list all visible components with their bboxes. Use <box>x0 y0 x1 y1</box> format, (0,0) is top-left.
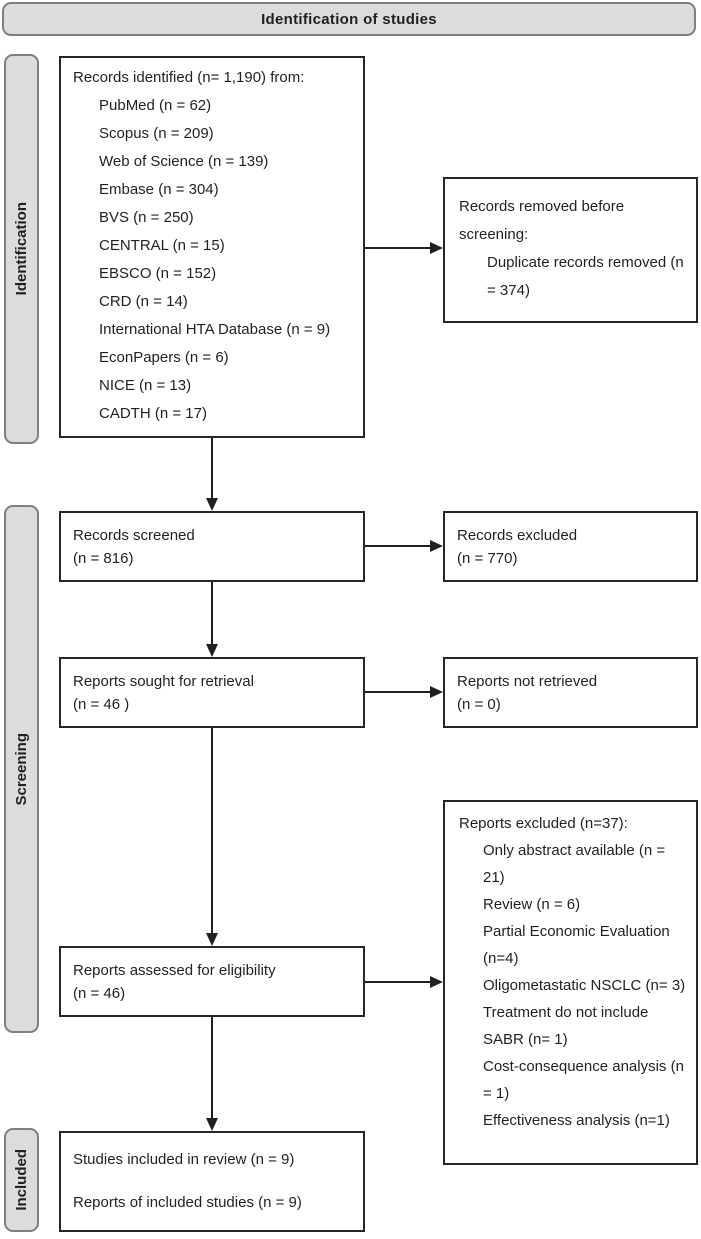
records-removed-item: Duplicate records removed (n = 374) <box>487 254 684 299</box>
exclusion-reason: Only abstract available (n = 21) <box>483 842 666 886</box>
box-reports-excluded <box>443 800 698 1165</box>
box-reports-not-retrieved <box>443 657 698 728</box>
stage-label-included-text: Included <box>13 1149 30 1211</box>
arrow-sought-to-not-retrieved <box>365 686 443 698</box>
box-records-screened <box>59 511 365 582</box>
stage-label-identification-text: Identification <box>13 202 30 296</box>
stage-label-screening-text: Screening <box>13 732 30 806</box>
exclusion-reason: Cost-consequence analysis (n = 1) <box>483 1058 684 1102</box>
reports-sought-line1: Reports sought for retrieval <box>73 672 254 690</box>
records-removed-intro: Records removed before screening: <box>459 198 625 243</box>
page-title: Identification of studies <box>261 10 437 28</box>
reports-excluded-intro: Reports excluded (n=37): <box>459 815 628 832</box>
arrow-sought-down <box>206 728 218 946</box>
box-reports-assessed <box>59 946 365 1017</box>
exclusion-reason: Review (n = 6) <box>483 896 581 913</box>
exclusion-reason: Treatment do not include SABR (n= 1) <box>483 1004 649 1048</box>
source-item: EconPapers (n = 6) <box>99 349 229 366</box>
exclusion-reason: Effectiveness analysis (n=1) <box>483 1112 670 1129</box>
header-banner <box>2 2 696 36</box>
records-excluded-line2: (n = 770) <box>457 549 518 567</box>
records-excluded-line1: Records excluded <box>457 526 578 544</box>
source-item: CENTRAL (n = 15) <box>99 237 225 254</box>
source-item: NICE (n = 13) <box>99 377 192 394</box>
exclusion-reason: Oligometastatic NSCLC (n= 3) <box>483 977 686 994</box>
reports-sought-line2: (n = 46 ) <box>73 695 130 713</box>
box-records-identified <box>59 56 365 438</box>
records-screened-line2: (n = 816) <box>73 549 134 567</box>
source-item: Embase (n = 304) <box>99 181 219 198</box>
source-item: BVS (n = 250) <box>99 209 194 226</box>
reports-assessed-line1: Reports assessed for eligibility <box>73 961 276 979</box>
reports-assessed-line2: (n = 46) <box>73 984 126 1002</box>
records-identified-intro: Records identified (n= 1,190) from: <box>73 69 305 86</box>
source-item: Scopus (n = 209) <box>99 125 214 142</box>
stage-label-included <box>4 1128 39 1232</box>
arrow-assessed-to-excluded <box>365 976 443 988</box>
box-reports-sought <box>59 657 365 728</box>
box-studies-included <box>59 1131 365 1232</box>
studies-included-line1: Studies included in review (n = 9) <box>73 1151 295 1168</box>
source-item: CRD (n = 14) <box>99 293 188 310</box>
source-item: CADTH (n = 17) <box>99 405 207 422</box>
source-item: PubMed (n = 62) <box>99 97 212 114</box>
exclusion-reason: Partial Economic Evaluation (n=4) <box>483 923 670 967</box>
reports-not-retrieved-line2: (n = 0) <box>457 695 501 713</box>
studies-included-line2: Reports of included studies (n = 9) <box>73 1194 302 1211</box>
arrow-identified-to-removed <box>365 242 443 254</box>
arrow-screened-to-excluded <box>365 540 443 552</box>
stage-label-screening <box>4 505 39 1033</box>
source-item: EBSCO (n = 152) <box>99 265 217 282</box>
stage-label-identification <box>4 54 39 444</box>
arrow-screened-down <box>206 582 218 657</box>
box-records-excluded <box>443 511 698 582</box>
arrow-identified-down <box>206 438 218 511</box>
arrow-assessed-down <box>206 1017 218 1131</box>
source-item: International HTA Database (n = 9) <box>99 321 331 338</box>
source-item: Web of Science (n = 139) <box>99 153 269 170</box>
box-records-removed <box>443 177 698 323</box>
reports-not-retrieved-line1: Reports not retrieved <box>457 672 598 690</box>
records-screened-line1: Records screened <box>73 526 195 544</box>
